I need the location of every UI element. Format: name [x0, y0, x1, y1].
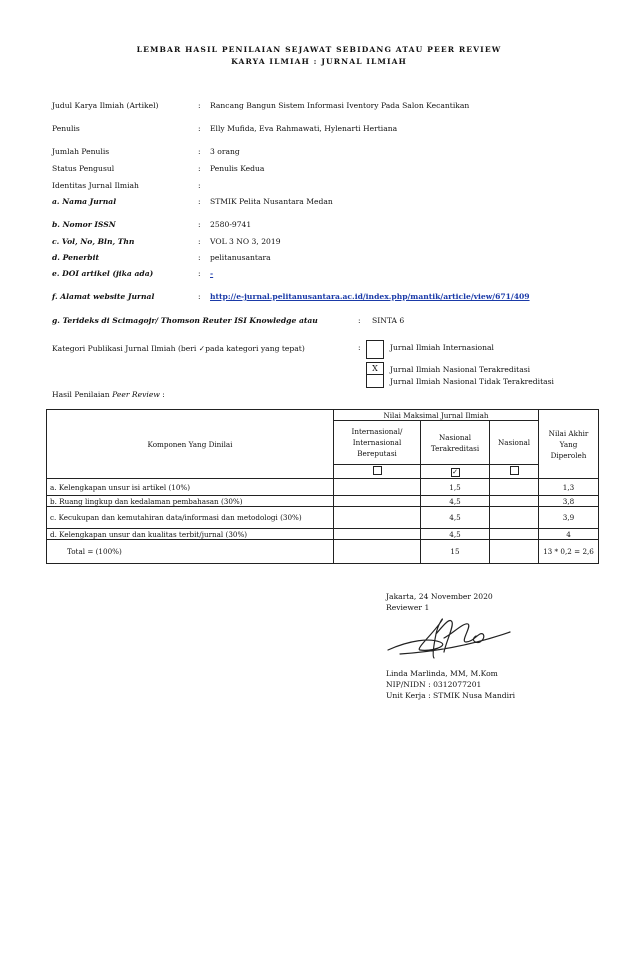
colon: : — [198, 253, 201, 262]
identitas-label: Identitas Jurnal Ilmiah — [52, 181, 139, 190]
issn-value: 2580-9741 — [210, 220, 252, 229]
nilai-akhir-header: Nilai Akhir Yang Diperoleh — [539, 410, 599, 479]
kategori-label: Kategori Publikasi Jurnal Ilmiah (beri ✓pada kategori yang tepat) — [52, 344, 305, 353]
kategori-option-nasional-terakreditasi: Jurnal Ilmiah Nasional Terakreditasi — [390, 365, 531, 374]
penerbit-label: d. Penerbit — [52, 253, 99, 262]
index-label: g. Terideks di Scimagojr/ Thomson Reuter ISI Knowledge atau — [52, 316, 318, 325]
web-label: f. Alamat website Jurnal — [52, 292, 155, 301]
jumlah-value: 3 orang — [210, 147, 240, 156]
status-value: Penulis Kedua — [210, 164, 265, 173]
penulis-value: Elly Mufida, Eva Rahmawati, Hylenarti Hertiana — [210, 124, 398, 133]
document-subtitle: KARYA ILMIAH : JURNAL ILMIAH — [231, 57, 407, 66]
doi-label: e. DOI artikel (jika ada) — [52, 269, 154, 278]
kategori-checkbox-nasional-tidak[interactable] — [366, 374, 384, 388]
vol-value: VOL 3 NO 3, 2019 — [210, 237, 281, 246]
nas-ter-header: Nasional Terakreditasi — [421, 421, 490, 465]
table-row: b. Ruang lingkup dan kedalaman pembahasan (30%) 4,5 3,8 — [47, 496, 599, 507]
assessment-table — [46, 409, 599, 564]
nas-checkbox[interactable] — [510, 466, 519, 475]
kategori-option-internasional: Jurnal Ilmiah Internasional — [390, 343, 494, 352]
kategori-option-nasional-tidak: Jurnal Ilmiah Nasional Tidak Terakreditasi — [390, 377, 554, 386]
penerbit-value: pelitanusantara — [210, 253, 271, 262]
reviewer-unit: Unit Kerja : STMIK Nusa Mandiri — [386, 691, 516, 700]
colon: : — [358, 343, 361, 352]
colon: : — [198, 237, 201, 246]
intl-checkbox[interactable] — [373, 466, 382, 475]
colon: : — [198, 101, 201, 110]
colon: : — [198, 220, 201, 229]
colon: : — [198, 147, 201, 156]
website-link[interactable]: http://e-jurnal.pelitanusantara.ac.id/index.php/mantik/article/view/671/409 — [210, 292, 530, 301]
table-row: d. Kelengkapan unsur dan kualitas terbit/jurnal (30%) 4,5 4 — [47, 529, 599, 540]
judul-label: Judul Karya Ilmiah (Artikel) — [52, 101, 159, 110]
reviewer-name: Linda Marlinda, MM, M.Kom — [386, 669, 498, 678]
nas-ter-checkbox[interactable]: ✓ — [452, 467, 458, 476]
nama-value: STMIK Pelita Nusantara Medan — [210, 197, 333, 206]
colon: : — [198, 269, 201, 278]
reviewer-role: Reviewer 1 — [386, 603, 430, 612]
colon: : — [198, 292, 201, 301]
nama-label: a. Nama Jurnal — [52, 197, 117, 206]
issn-label: b. Nomor ISSN — [52, 220, 116, 229]
colon: : — [198, 181, 201, 190]
doi-link[interactable]: - — [210, 269, 214, 278]
jumlah-label: Jumlah Penulis — [52, 147, 110, 156]
table-row: a. Kelengkapan unsur isi artikel (10%) 1,5 1,3 — [47, 479, 599, 496]
penulis-label: Penulis — [52, 124, 80, 133]
document-title: LEMBAR HASIL PENILAIAN SEJAWAT SEBIDANG ATAU PEER REVIEW — [136, 45, 502, 54]
status-label: Status Pengusul — [52, 164, 115, 173]
index-value: SINTA 6 — [372, 316, 405, 325]
place-date: Jakarta, 24 November 2020 — [386, 592, 493, 601]
judul-value: Rancang Bangun Sistem Informasi Iventory Pada Salon Kecantikan — [210, 101, 470, 110]
table-total-row: Total = (100%) 15 13 * 0,2 = 2,6 — [47, 540, 599, 564]
colon: : — [358, 316, 361, 325]
kategori-checkbox-internasional[interactable] — [366, 340, 384, 359]
komponen-header: Komponen Yang Dinilai — [47, 410, 334, 479]
reviewer-nip: NIP/NIDN : 0312077201 — [386, 680, 482, 689]
reviewer-signature — [380, 612, 515, 662]
nilai-maks-header: Nilai Maksimal Jurnal Ilmiah — [334, 410, 539, 421]
nas-header: Nasional — [490, 421, 539, 465]
colon: : — [198, 197, 201, 206]
colon: : — [198, 124, 201, 133]
kategori-checkbox-nasional-terakreditasi[interactable]: X — [366, 362, 384, 376]
intl-header: Internasional/ Internasional Bereputasi — [334, 421, 421, 465]
hasil-label: Hasil Penilaian Peer Review : — [52, 390, 165, 399]
vol-label: c. Vol, No, Bln, Thn — [52, 237, 135, 246]
colon: : — [198, 164, 201, 173]
table-row: c. Kecukupan dan kemutahiran data/informasi dan metodologi (30%) 4,5 3,9 — [47, 507, 599, 529]
